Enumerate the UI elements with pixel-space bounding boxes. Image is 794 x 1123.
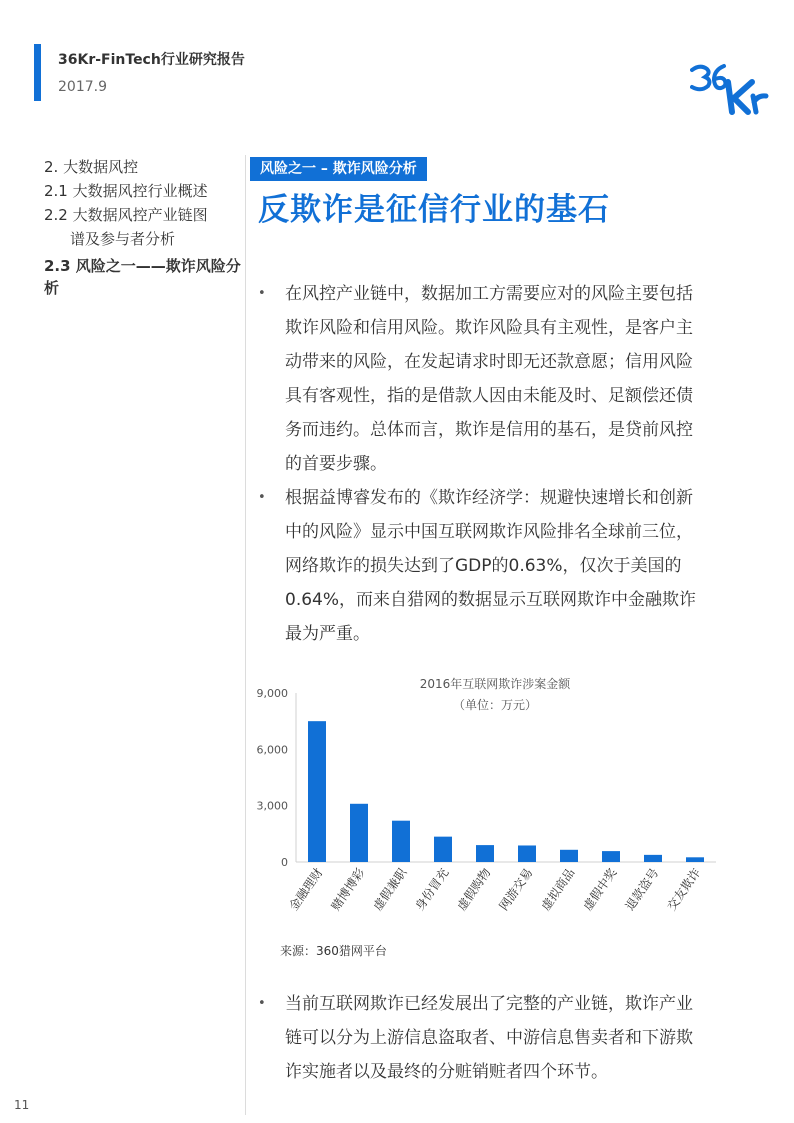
bullet-list-2 [258,987,708,1089]
sidebar-divider [245,155,246,1115]
bars-group [308,721,704,862]
x-tick-label: 身份冒充 [412,865,452,914]
y-tick-label: 6,000 [256,743,288,757]
sidebar-item-big-data-risk[interactable]: 2. 大数据风控 [44,158,139,176]
bullet-dot: • [258,996,266,1011]
chart-subtitle: （单位：万元） [452,698,538,712]
chart-source: 来源：360猎网平台 [280,944,387,958]
bullet-item [258,481,708,651]
page-number: 11 [14,1098,30,1112]
y-tick-label: 3,000 [256,799,288,813]
x-tick-label: 虚拟商品 [538,865,578,914]
bar-chart-svg [238,668,738,968]
y-tick-label: 0 [281,856,288,869]
bar [350,804,368,862]
y-tick-label: 9,000 [256,687,288,700]
bar [602,851,620,862]
bullet-item [258,277,708,481]
bullet-text: 根据益博睿发布的《欺诈经济学：规避快速增长和创新中的风险》显示中国互联网欺诈风险排名全球前三位，网络欺诈的损失达到了GDP的0.63%，仅次于美国的0.64%，而来自猎网的数据显示互联网欺诈中金融欺诈最为严重。 [285,488,697,644]
x-tick-label: 退款盗号 [622,865,662,914]
bar [518,845,536,862]
bullet-list [258,277,708,651]
chart-title: 2016年互联网欺诈涉案金额 [419,677,571,691]
report-title: 36Kr-FinTech行业研究报告 [58,52,245,68]
x-labels-group [286,864,704,913]
bar [644,855,662,862]
bar [308,721,326,862]
36kr-logo-mark [690,62,770,118]
sidebar-item-fraud-risk-active[interactable]: 2.3 风险之一——欺诈风险分析 [44,257,241,297]
bullet-dot: • [258,286,266,301]
bullet-item [258,987,708,1089]
bar [476,845,494,862]
bullet-text: 当前互联网欺诈已经发展出了完整的产业链，欺诈产业链可以分为上游信息盗取者、中游信息售卖者和下游欺诈实施者以及最终的分赃销赃者四个环节。 [285,994,693,1082]
sidebar-item-industry-chain[interactable]: 2.2 大数据风控产业链图 [44,206,208,224]
bar [434,837,452,862]
x-tick-label: 虚假兼职 [370,865,410,914]
x-tick-label: 交友欺诈 [664,865,704,914]
y-axis [257,687,289,869]
sidebar-item-industry-overview[interactable]: 2.1 大数据风控行业概述 [44,182,208,200]
fraud-amount-chart [238,668,738,968]
sidebar-item-industry-chain-cont[interactable]: 谱及参与者分析 [70,230,176,248]
bar [560,850,578,862]
report-date: 2017.9 [58,79,107,95]
bar [686,857,704,862]
36kr-logo [690,62,770,122]
sidebar-nav [44,155,244,299]
x-tick-label: 网游交易 [496,865,536,914]
x-tick-label: 虚假购物 [454,865,494,914]
page-headline: 反欺诈是征信行业的基石 [258,192,610,228]
header-accent-bar [34,44,41,101]
section-tag: 风险之一 – 欺诈风险分析 [250,157,427,181]
bar [392,821,410,862]
x-tick-label: 虚假中奖 [580,865,620,914]
x-tick-label: 金融理财 [286,865,326,914]
bullet-dot: • [258,490,266,505]
bullet-text: 在风控产业链中，数据加工方需要应对的风险主要包括欺诈风险和信用风险。欺诈风险具有主观性，是客户主动带来的风险，在发起请求时即无还款意愿；信用风险具有客观性，指的是借款人因由未能及时、足额偿还债务而违约。总体而言，欺诈是信用的基石，是贷前风控的首要步骤。 [285,284,693,474]
x-tick-label: 赌博博彩 [328,865,368,914]
